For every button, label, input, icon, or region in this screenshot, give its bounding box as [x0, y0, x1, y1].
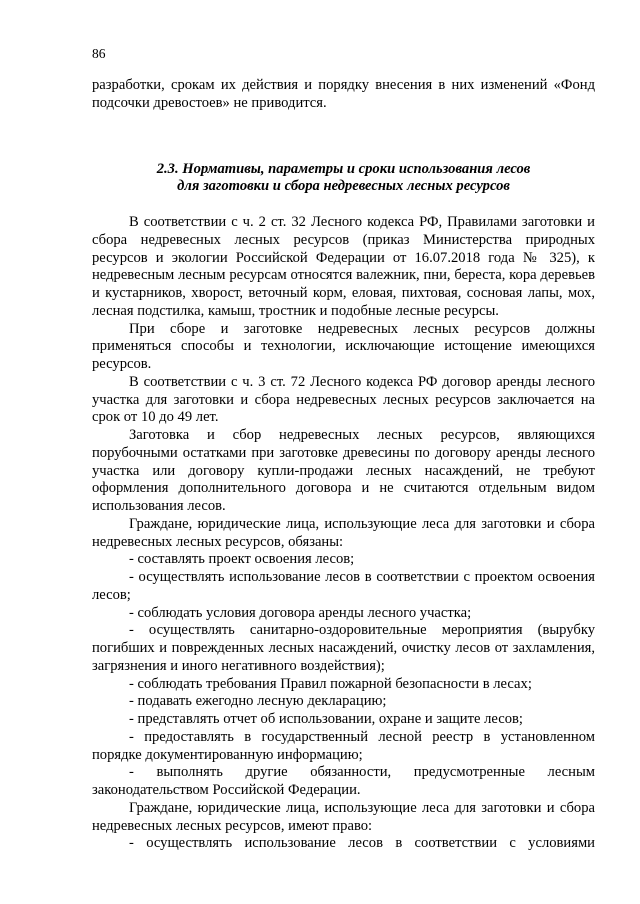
paragraph-methods: При сборе и заготовке недревесных лесных ресурсов должны применяться способы и технологии, исключающие истощение имеющихся ресурсов. — [92, 320, 595, 372]
obligation-item: - составлять проект освоения лесов; — [129, 551, 355, 568]
section-heading — [92, 161, 595, 197]
obligation-item: - представлять отчет об использовании, охране и защите лесов; — [129, 711, 523, 727]
obligation-item: - соблюдать требования Правил пожарной безопасности в лесах; — [129, 675, 532, 692]
obligation-item: - осуществлять использование лесов в соответствии с проектом освоения лесов; — [92, 569, 595, 603]
section-heading-line-1: 2.3. Нормативы, параметры и сроки использования лесов — [156, 160, 531, 177]
paragraph-logging-residues: Заготовка и сбор недревесных лесных ресурсов, являющихся порубочными остатками при заготовке древесины по договору аренды лесного участка или договору купли-продажи лесных насаждений, не требуют оформления дополнительного договора и не считаются отдельным видом использования лесов. — [92, 427, 595, 514]
page-number: 86 — [92, 46, 106, 61]
section-heading-line-2: для заготовки и сбора недревесных лесных ресурсов — [177, 178, 510, 195]
obligation-item: - осуществлять санитарно-оздоровительные мероприятия (вырубку погибших и поврежденных лесных насаждений, очистку лесов от захламления, загрязнения и иного негативного воздействия); — [92, 622, 595, 674]
paragraph-obligations-intro: Граждане, юридические лица, использующие леса для заготовки и сбора недревесных лесных ресурсов, обязаны: — [92, 515, 595, 550]
rights-item: - осуществлять использование лесов в соответствии с условиями — [129, 835, 595, 852]
obligation-item: - предоставлять в государственный лесной реестр в установленном порядке документированную информацию; — [92, 728, 595, 763]
paragraph-resource-definition: В соответствии с ч. 2 ст. 32 Лесного кодекса РФ, Правилами заготовки и сбора недревесных лесных ресурсов (приказ Министерства природных ресурсов и экологии Российской Федерации от 16.07.2018 года № 325), к недревесным лесным ресурсам относятся валежник, пни, береста, кора деревьев и кустарников, хворост, веточный корм, еловая, пихтовая, сосновая лапы, мох, лесная подстилка, камыш, тростник и подобные лесные ресурсы. — [92, 214, 595, 319]
continuation-paragraph: разработки, срокам их действия и порядку внесения в них изменений «Фонд подсочки древостоев» не приводится. — [92, 77, 595, 111]
obligation-item: - соблюдать условия договора аренды лесного участка; — [129, 604, 472, 621]
obligation-item: - подавать ежегодно лесную декларацию; — [129, 693, 387, 710]
paragraph-lease-term: В соответствии с ч. 3 ст. 72 Лесного кодекса РФ договор аренды лесного участка для заготовки и сбора недревесных лесных ресурсов заключается на срок от 10 до 49 лет. — [92, 373, 595, 426]
paragraph-rights-intro: Граждане, юридические лица, использующие леса для заготовки и сбора недревесных лесных ресурсов, имеют право: — [92, 799, 595, 834]
page-body — [92, 77, 595, 853]
obligation-item: - выполнять другие обязанности, предусмотренные лесным законодательством Российской Федерации. — [92, 764, 595, 798]
